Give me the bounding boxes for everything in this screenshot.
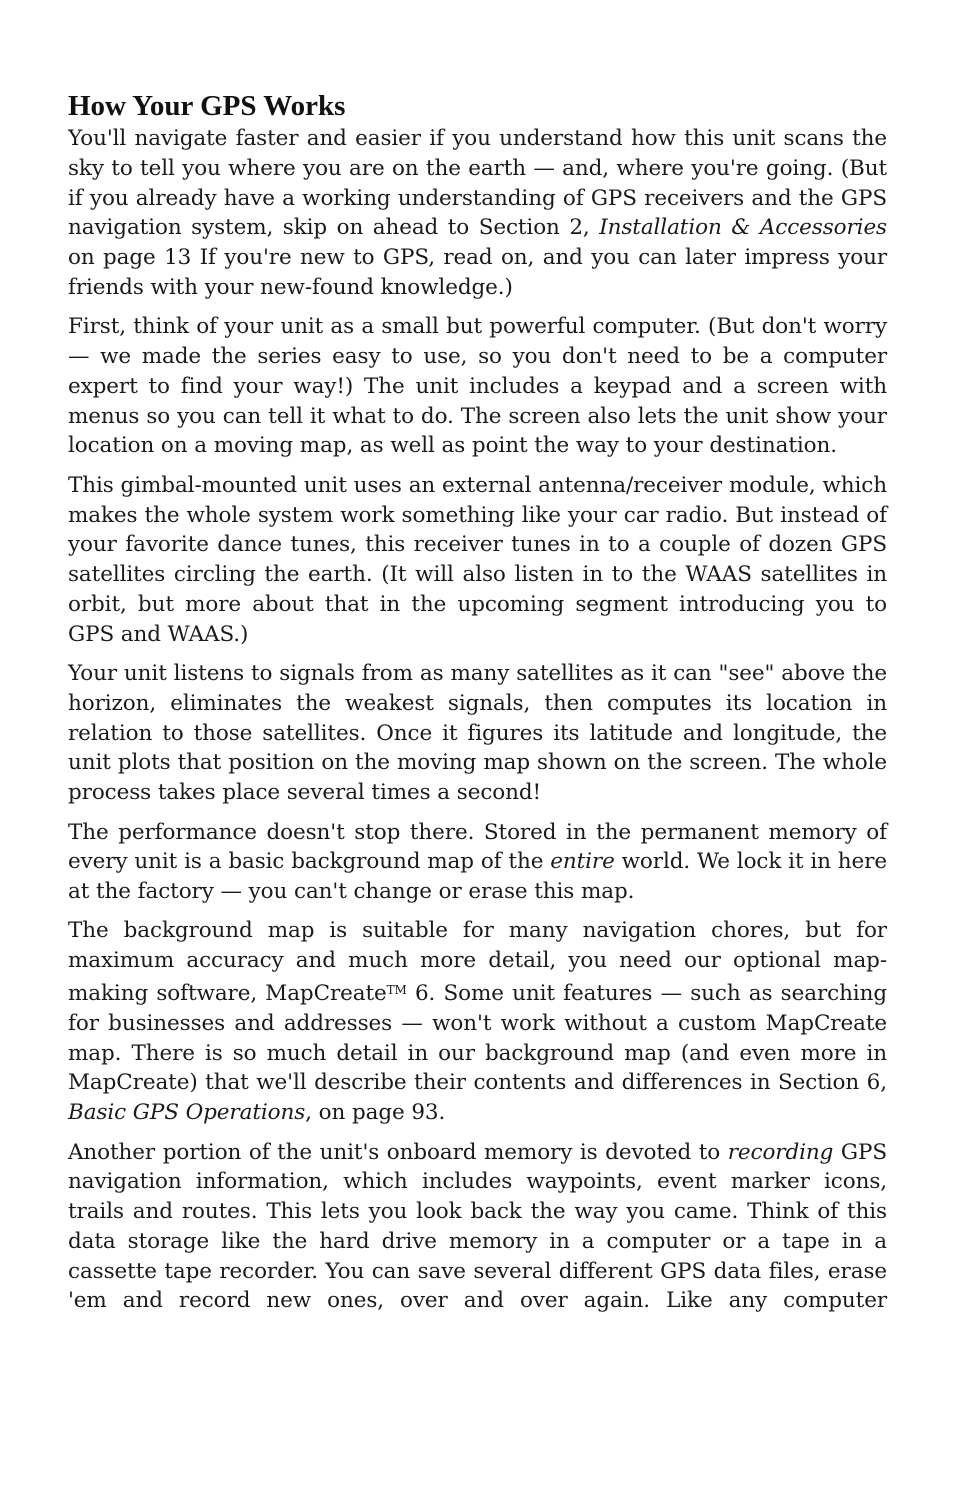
text-run: The performance doesn't stop there. Stored in the permanent memory of every unit is a basic background map of the (68, 819, 887, 875)
text-run: GPS navigation information, which includes waypoints, event marker icons, trails and routes. This lets you look back the way you came. Think of this data storage like the hard drive memory in a computer or a tape in a cassette tape recorder. You can save several different GPS data files, erase 'em and record new ones, over and over again. Like any computer (68, 1139, 887, 1314)
text-run: world. We lock it in here at the factory — you can't change or erase this map. (68, 849, 887, 905)
text-run: This gimbal-mounted unit uses an external antenna/receiver module, which makes the whole system work something like your car radio. But instead of your favorite dance tunes, this receiver tunes in to a couple of dozen GPS satellites circling the earth. (It will also listen in to the WAAS satellites in orbit, but more about that in the upcoming segment introducing you to GPS and WAAS.) (68, 472, 887, 647)
emphasis-text: recording (727, 1139, 834, 1165)
emphasis-text: Basic GPS Operations (68, 1100, 306, 1126)
text-run: You'll navigate faster and easier if you understand how this unit scans the sky to tell you where you are on the earth — and, where you're going. (But if you already have a working understanding of GPS receivers and the GPS navigation system, skip on ahead to Section 2, (68, 126, 887, 241)
paragraph (68, 818, 887, 907)
text-run: Your unit listens to signals from as many satellites as it can "see" above the horizon, eliminates the weakest signals, then computes its location in relation to those satellites. Once it figures its latitude and longitude, the unit plots that position on the moving map shown on the screen. The whole process takes place several times a second! (68, 661, 887, 806)
paragraph (68, 1138, 887, 1317)
emphasis-text: entire (550, 849, 615, 875)
text-run: First, think of your unit as a small but powerful computer. (But don't worry — we made the series easy to use, so you don't need to be a computer expert to find your way!) The unit includes a keypad and a screen with menus so you can tell it what to do. The screen also lets the unit show your location on a moving map, as well as point the way to your destination. (68, 314, 887, 459)
body-text (68, 124, 887, 1316)
paragraph (68, 659, 887, 808)
text-run: , on page 93. (305, 1100, 446, 1126)
paragraph (68, 312, 887, 461)
text-run: 6. Some unit features — such as searching for businesses and addresses — won't work without a custom MapCreate map. There is so much detail in our background map (and even more in MapCreate) that we'll describe their contents and differences in Section 6, (68, 981, 887, 1096)
manual-page (68, 88, 887, 1316)
trademark-mark: TM (386, 983, 407, 998)
paragraph (68, 124, 887, 303)
paragraph (68, 471, 887, 650)
paragraph (68, 916, 887, 1128)
text-run: The background map is suitable for many navigation chores, but for maximum accuracy and much more detail, you need our optional map-making software, MapCreate (68, 918, 887, 1007)
text-run: on page 13 If you're new to GPS, read on, and you can later impress your friends with your new-found knowledge.) (68, 245, 887, 300)
emphasis-text: Installation & Accessories (599, 215, 887, 241)
text-run: Another portion of the unit's onboard memory is devoted to (68, 1139, 728, 1165)
section-heading: How Your GPS Works (68, 90, 346, 122)
